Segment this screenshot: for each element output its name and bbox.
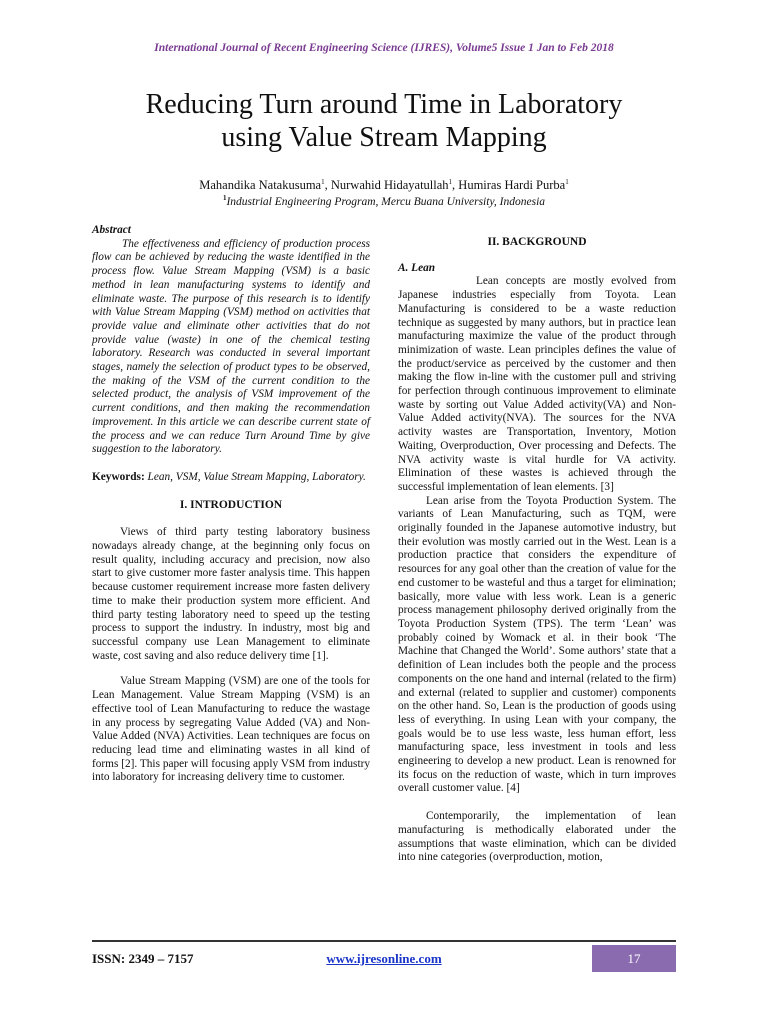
affiliation-mark: 1 [222,194,227,202]
footer-divider [92,940,676,942]
background-paragraph-1: Lean concepts are mostly evolved from Japanese industries especially from Toyota. Lean Manufacturing is considered to be a waste reduction technique as suggested by many authors, but in practice lean manufacturing maximize the value of the product through minimization of waste. Lean principles defines the value of the product/service as perceived by the customer and then making the flow in-line with the customer pull and striving for perfection through continuous improvement to eliminate waste by sorting out Value Added activity(VA) and Non- Value Added activity(NVA). The sources for the NVA activity wastes are Transportation, Inventory, Motion Waiting, Overproduction, Over processing and Defects. The NVA activity waste is vital hurdle for VA activity. Elimination of these wastes is achieved through the successful implementation of lean elements. [3] [398,275,676,493]
background-paragraph-2: Lean arise from the Toyota Production System. The variants of Lean Manufacturing, such as TQM, were originally founded in the Japanese automotive industry, but their evolution was mostly carried out in the West. Lean is a production practice that considers the expenditure of resources for any goal other than the creation of value for the end customer to be wasteful and thus a target for elimination; basically, more value with less work. Lean is a generic process management philosophy derived originally from the Toyota Production System (TPS). The term ‘Lean’ was probably coined by Womack et al. in their book ‘The Machine that Changed the World’. Some authors’ state that a definition of Lean includes both the people and the process components on the one hand and internal (related to the firm) and external (related to supplier and customer) components on the other hand. So, Lean is the production of goods using less of everything. In using Lean with your company, the goals would be to use less waste, less human effort, less manufacturing space, less investment in tools and less engineering to develop a new product. Lean is renowned for its focus on the reduction of waste, which in turn improves overall customer value. [4] [398,494,676,795]
abstract-heading: Abstract [92,224,131,236]
author-list [0,178,768,193]
introduction-paragraph-1: Views of third party testing laboratory business nowadays already change, at the beginning only focus on result quality, including accuracy and precision, now also start to give customer more faster analysis time. This happen because customer requirement increase more fasten delivery time to make their production system more efficient. And third party testing laboratory need to speed up the testing process to support the industry. In industry, most big and successful company use Lean Management to eliminate waste, cost saving and also reduce delivery time [1]. [92,526,370,662]
introduction-paragraph-2: Value Stream Mapping (VSM) are one of the tools for Lean Management. Value Stream Mapping (VSM) is an effective tool of Lean Manufacturing to reduce the wastage in any process by segregating Value Added (VA) and Non-Value Added (NVA) Activities. Lean techniques are focus on reducing lead time and eliminating wastes in all kind of forms [2]. This paper will focusing apply VSM from industry into laboratory for increasing delivery time to customer. [92,675,370,784]
author-separator: , [324,178,331,193]
background-heading: II. BACKGROUND [487,236,587,248]
keywords-text: Lean, VSM, Value Stream Mapping, Laboratory. [147,470,366,483]
author-affiliation-mark: 1 [321,178,325,186]
journal-website-link[interactable]: www.ijresonline.com [326,951,442,966]
lean-subheading: A. Lean [398,261,436,274]
journal-header: International Journal of Recent Engineering Science (IJRES), Volume5 Issue 1 Jan to Feb 2018 [154,42,614,54]
keywords-label: Keywords: [92,470,145,483]
introduction-heading: I. INTRODUCTION [179,498,283,511]
author-affiliation-mark: 1 [565,178,569,186]
author-name: Nurwahid Hidayatullah [330,178,449,193]
affiliation [0,194,768,208]
affiliation-text: Industrial Engineering Program, Mercu Buana University, Indonesia [226,195,546,208]
title-line-1: Reducing Turn around Time in Laboratory [145,89,623,120]
keywords [92,471,370,485]
author-name: Humiras Hardi Purba [458,178,566,193]
abstract-body: The effectiveness and efficiency of production process flow can be achieved by reducing the waste identified in the process flow. Value Stream Mapping (VSM) is a basic method in lean manufacturing systems to identify and eliminate waste. The purpose of this research is to identify with Value Stream Mapping (VSM) method on activities that provide value and eliminate other activities that do not provide value (waste) in one of the chemical testing laboratory. Research was conducted in several important stages, namely the selection of product types to be observed, the making of the VSM of the current condition to the selected product, the analysis of VSM improvement of the current conditions, and then making the recommendation improvement. In this article we can describe current state of the process and we can reduce Turn Around Time by give suggestion to the laboratory. [92,237,370,456]
issn-label: ISSN: 2349 – 7157 [92,951,194,966]
author-separator: , [452,178,459,193]
page-number-badge: 17 [592,945,676,972]
paper-title [80,88,688,154]
left-column [92,224,370,785]
author-affiliation-mark: 1 [448,178,453,186]
author-name: Mahandika Natakusuma [199,178,322,193]
right-column [398,236,676,865]
background-paragraph-3: Contemporarily, the implementation of lean manufacturing is methodically elaborated under the assumptions that waste elimination, which can be divided into nine categories (overproduction, motion, [398,810,676,864]
title-line-2: using Value Stream Mapping [221,122,547,153]
